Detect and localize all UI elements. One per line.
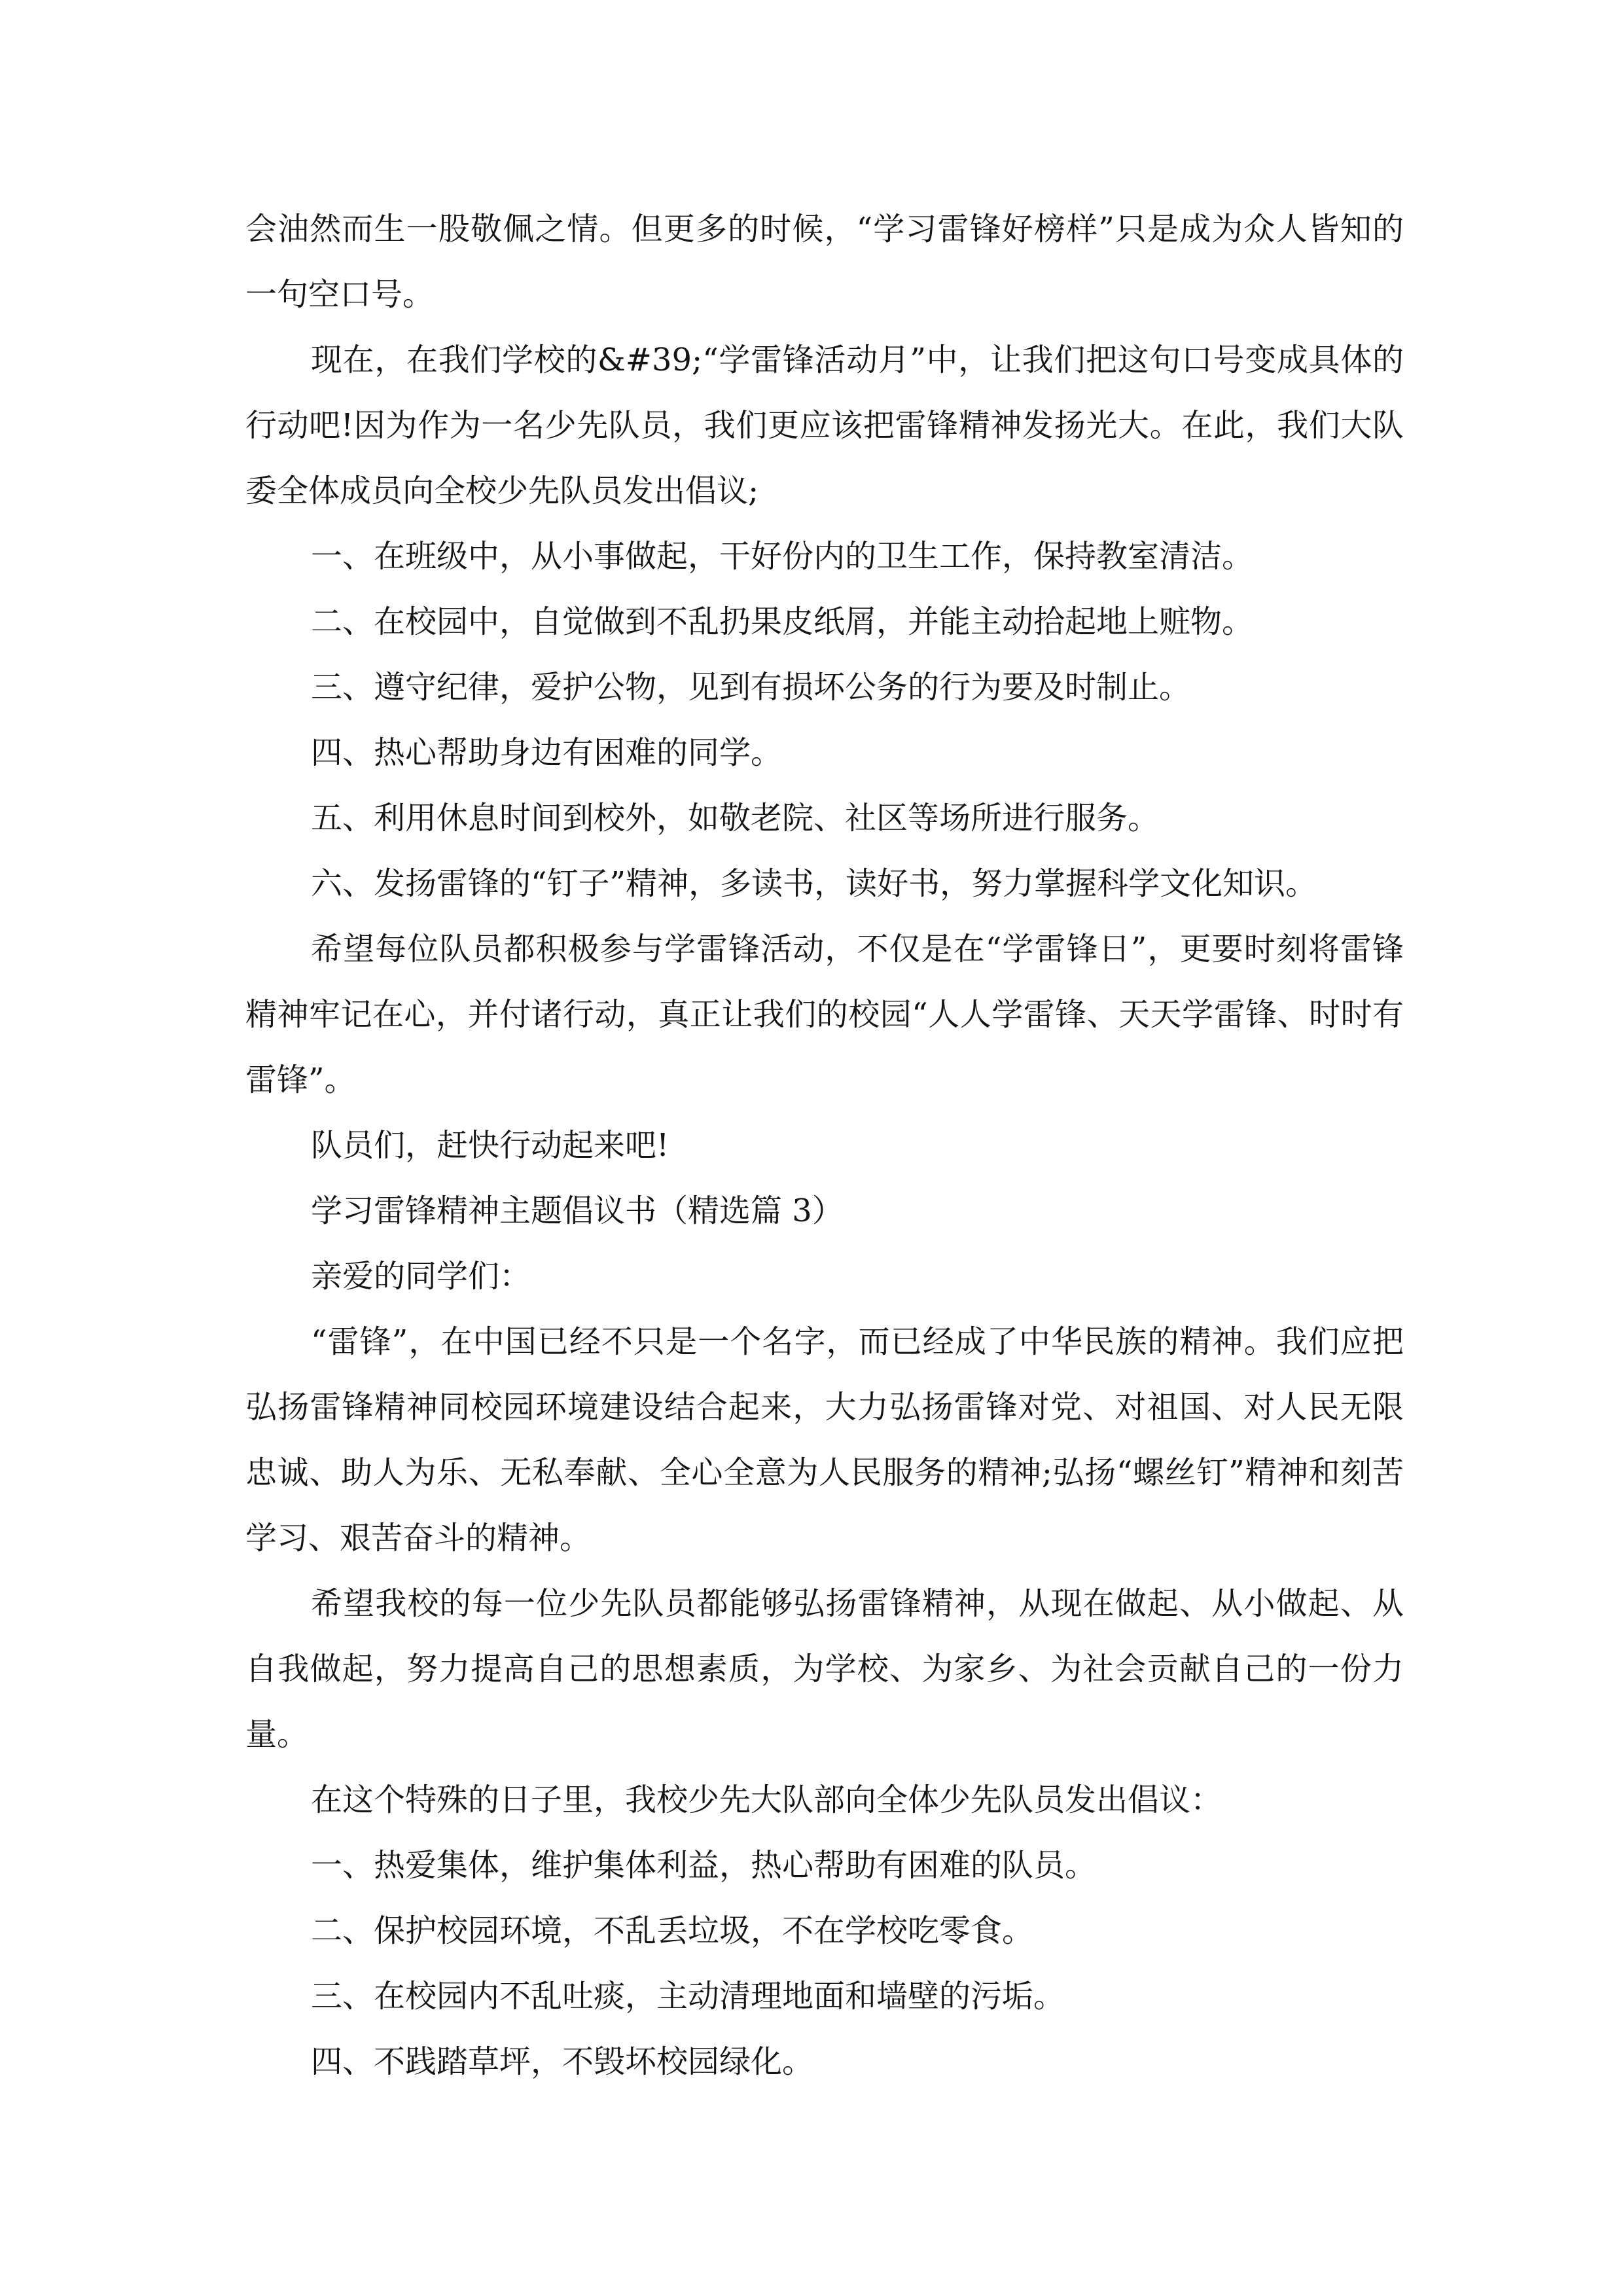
paragraph: 四、热心帮助身边有困难的同学。 [311, 734, 783, 771]
paragraph: 会油然而生一股敬佩之情。但更多的时候，“学习雷锋好榜样”只是成为众人皆知的一句空口号。 [245, 211, 1404, 313]
paragraph: 四、不践踏草坪，不毁坏校园绿化。 [311, 2043, 814, 2080]
paragraph: 一、在班级中，从小事做起，干好份内的卫生工作，保持教室清洁。 [311, 538, 1254, 575]
paragraph: 二、保护校园环境，不乱丢垃圾，不在学校吃零食。 [311, 1912, 1034, 1949]
paragraph: 亲爱的同学们： [311, 1258, 531, 1295]
paragraph: 学习雷锋精神主题倡议书（精选篇 3） [311, 1193, 844, 1229]
paragraph: 现在，在我们学校的&#39;“学雷锋活动月”中，让我们把这句口号变成具体的行动吧!因为作为一名少先队员，我们更应该把雷锋精神发扬光大。在此，我们大队委全体成员向全校少先队员发出倡议; [245, 342, 1404, 509]
paragraph: 一、热爱集体，维护集体利益，热心帮助有困难的队员。 [311, 1847, 1097, 1884]
paragraph: 二、在校园中，自觉做到不乱扔果皮纸屑，并能主动拾起地上赃物。 [311, 603, 1254, 640]
paragraph: 队员们，赶快行动起来吧! [311, 1127, 669, 1164]
paragraph: 三、在校园内不乱吐痰，主动清理地面和墙壁的污垢。 [311, 1978, 1065, 2015]
document-body [245, 196, 1404, 2094]
paragraph: 希望我校的每一位少先队员都能够弘扬雷锋精神，从现在做起、从小做起、从自我做起，努力提高自己的思想素质，为学校、为家乡、为社会贡献自己的一份力量。 [245, 1585, 1404, 1753]
paragraph: 三、遵守纪律，爱护公物，见到有损坏公务的行为要及时制止。 [311, 669, 1191, 706]
paragraph: 六、发扬雷锋的“钉子”精神，多读书，读好书，努力掌握科学文化知识。 [311, 865, 1317, 902]
paragraph: “雷锋”，在中国已经不只是一个名字，而已经成了中华民族的精神。我们应把弘扬雷锋精神同校园环境建设结合起来，大力弘扬雷锋对党、对祖国、对人民无限忠诚、助人为乐、无私奉献、全心全意为人民服务的精神;弘扬“螺丝钉”精神和刻苦学习、艰苦奋斗的精神。 [245, 1323, 1404, 1556]
paragraph: 希望每位队员都积极参与学雷锋活动，不仅是在“学雷锋日”，更要时刻将雷锋精神牢记在心，并付诸行动，真正让我们的校园“人人学雷锋、天天学雷锋、时时有雷锋”。 [245, 931, 1404, 1098]
paragraph: 五、利用休息时间到校外，如敬老院、社区等场所进行服务。 [311, 800, 1160, 836]
paragraph: 在这个特殊的日子里，我校少先大队部向全体少先队员发出倡议： [311, 1782, 1222, 1818]
